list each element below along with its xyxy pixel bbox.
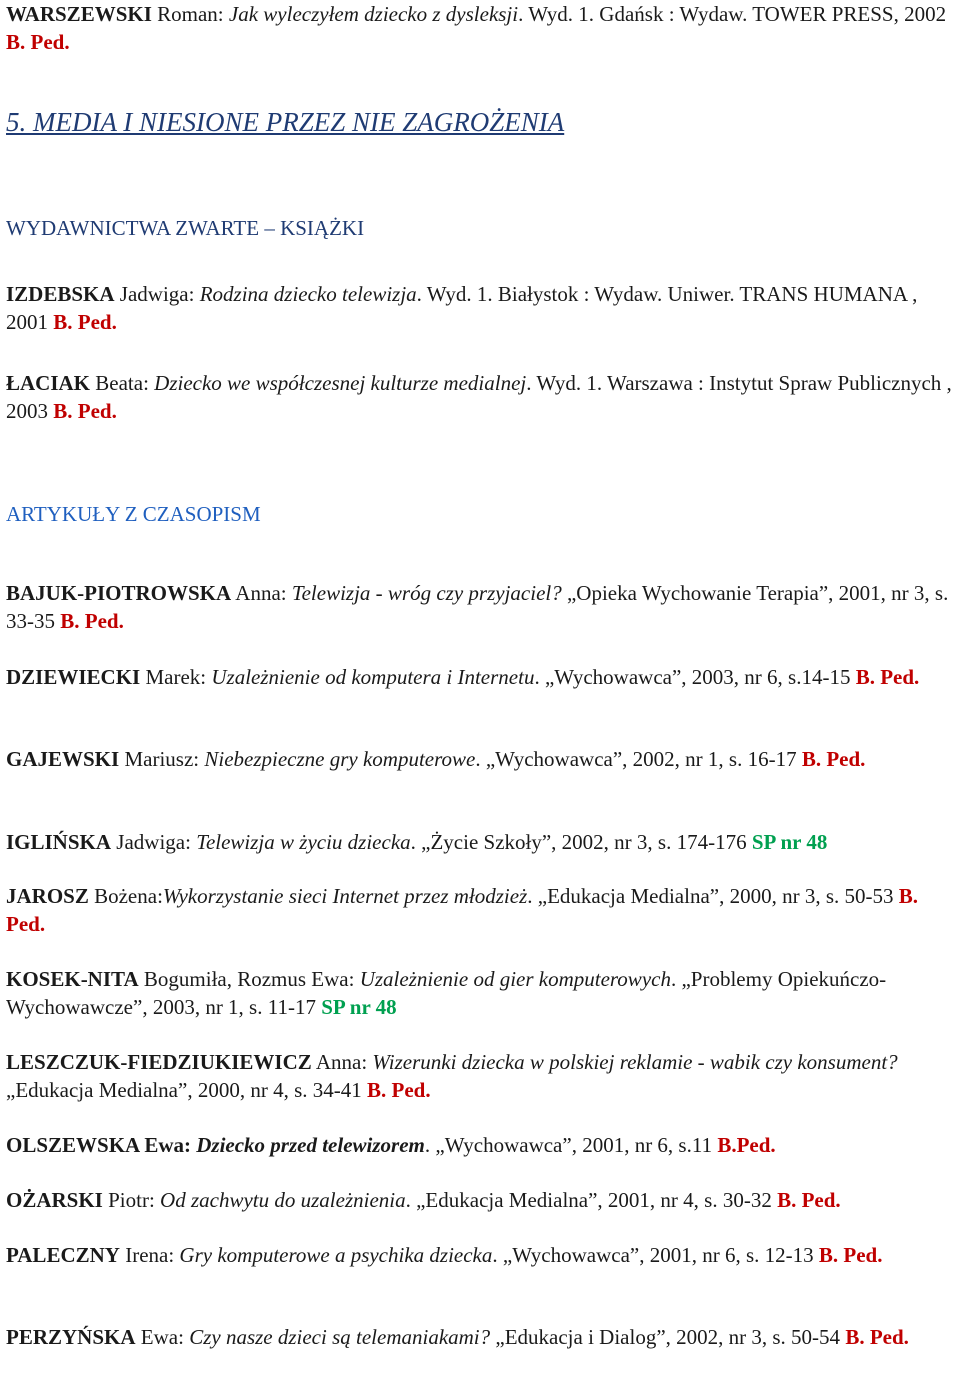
subsection-articles: ARTYKUŁY Z CZASOPISM <box>6 502 261 526</box>
entry-kosek-nita: KOSEK-NITA Bogumiła, Rozmus Ewa: Uzależnienie od gier komputerowych. „Problemy Opiekuńczo-Wychowawcze”, 2003, nr 1, s. 11-17 SP nr 48 <box>6 967 887 1019</box>
entry-given: Roman: <box>151 2 229 26</box>
entry-iglinska: IGLIŃSKA Jadwiga: Telewizja w życiu dziecka. „Życie Szkoły”, 2002, nr 3, s. 174-176 SP nr 48 <box>6 830 828 854</box>
entry-location: B. Ped. <box>6 30 70 54</box>
entry-olszewska: OLSZEWSKA Ewa: Dziecko przed telewizorem. „Wychowawca”, 2001, nr 6, s.11 B.Ped. <box>6 1133 776 1157</box>
section-heading: 5. MEDIA I NIESIONE PRZEZ NIE ZAGROŻENIA <box>6 107 565 137</box>
entry-izdebska: IZDEBSKA Jadwiga: Rodzina dziecko telewizja. Wyd. 1. Białystok : Wydaw. Uniwer. TRANS HUMANA , 2001 B. Ped. <box>6 282 918 334</box>
entry-leszczuk: LESZCZUK-FIEDZIUKIEWICZ Anna: Wizerunki dziecka w polskiej reklamie - wabik czy konsument? „Edukacja Medialna”, 2000, nr 4, s. 34-41 B. Ped. <box>6 1050 898 1102</box>
entry-bajuk: BAJUK-PIOTROWSKA Anna: Telewizja - wróg czy przyjaciel? „Opieka Wychowanie Terapia”, 2001, nr 3, s. 33-35 B. Ped. <box>6 581 949 633</box>
entry-perzynska: PERZYŃSKA Ewa: Czy nasze dzieci są telemaniakami? „Edukacja i Dialog”, 2002, nr 3, s. 50-54 B. Ped. <box>6 1325 909 1349</box>
subsection-books: WYDAWNICTWA ZWARTE – KSIĄŻKI <box>6 216 365 240</box>
entry-title: Jak wyleczyłem dziecko z dysleksji <box>228 2 519 26</box>
entry-author: WARSZEWSKI <box>6 2 152 26</box>
entry-gajewski: GAJEWSKI Mariusz: Niebezpieczne gry komputerowe. „Wychowawca”, 2002, nr 1, s. 16-17 B. Ped. <box>6 747 866 771</box>
entry-laciak: ŁACIAK Beata: Dziecko we współczesnej kulturze medialnej. Wyd. 1. Warszawa : Instytut Spraw Publicznych , 2003 B. Ped. <box>6 371 952 423</box>
entry-paleczny: PALECZNY Irena: Gry komputerowe a psychika dziecka. „Wychowawca”, 2001, nr 6, s. 12-13 B. Ped. <box>6 1243 883 1267</box>
entry-warszewski <box>6 0 956 56</box>
entry-dziewiecki: DZIEWIECKI Marek: Uzależnienie od komputera i Internetu. „Wychowawca”, 2003, nr 6, s.14-15 B. Ped. <box>6 665 920 689</box>
entry-jarosz: JAROSZ Bożena:Wykorzystanie sieci Internet przez młodzież. „Edukacja Medialna”, 2000, nr 3, s. 50-53 B. Ped. <box>6 884 919 936</box>
entry-ozarski: OŻARSKI Piotr: Od zachwytu do uzależnienia. „Edukacja Medialna”, 2001, nr 4, s. 30-32 B. Ped. <box>6 1188 841 1212</box>
entry-details: . Wyd. 1. Gdańsk : Wydaw. TOWER PRESS, 2002 <box>518 2 947 26</box>
